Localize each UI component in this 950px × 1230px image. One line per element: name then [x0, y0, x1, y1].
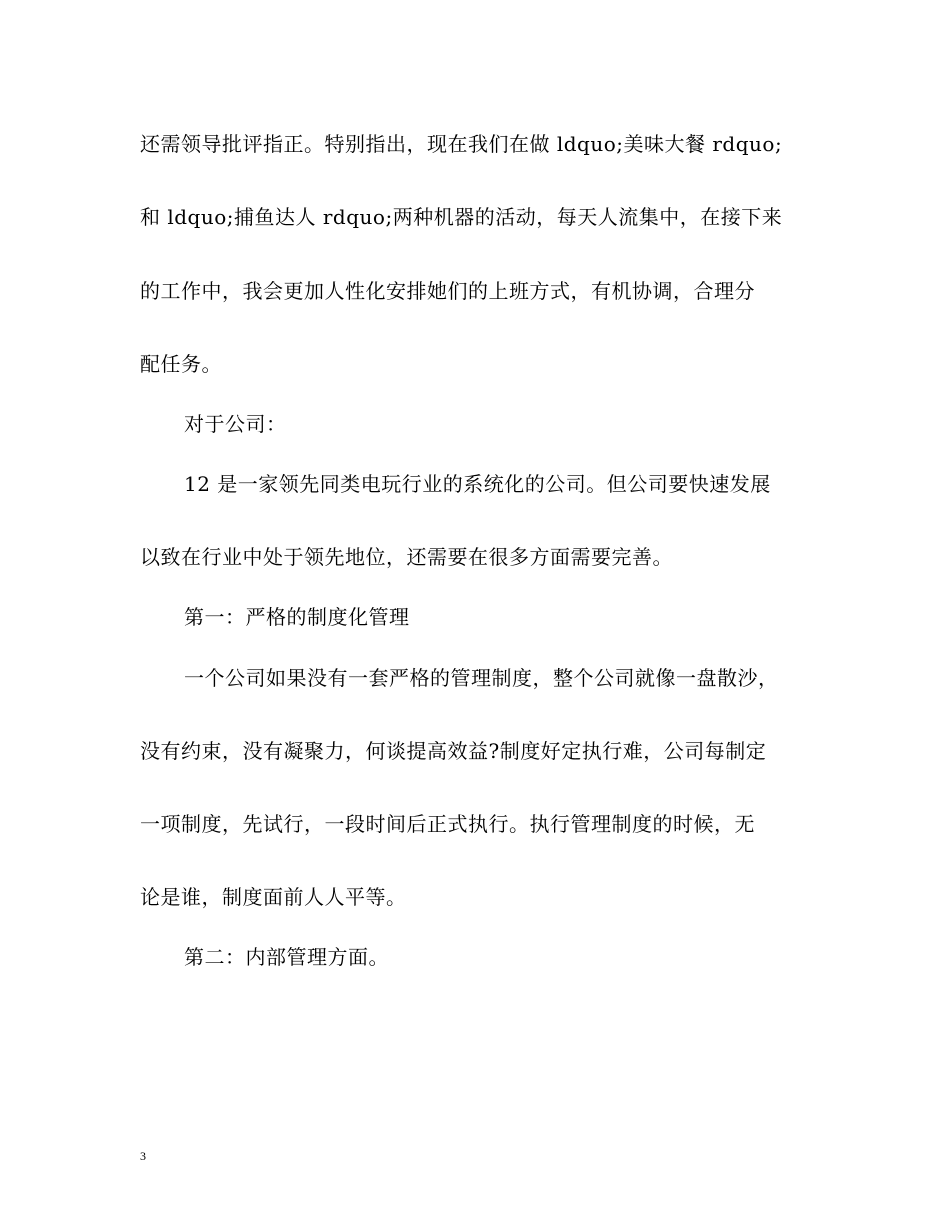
section-heading: 第一：严格的制度化管理 [184, 605, 410, 629]
text-line: 没有约束，没有凝聚力，何谈提高效益?制度好定执行难，公司每制定 [140, 739, 767, 763]
text-line: 一个公司如果没有一套严格的管理制度，整个公司就像一盘散沙， [184, 666, 779, 690]
text-line: 配任务。 [140, 352, 222, 376]
text-line: 以致在行业中处于领先地位，还需要在很多方面需要完善。 [140, 545, 673, 569]
section-heading: 对于公司： [184, 412, 287, 436]
text-line: 和 ldquo;捕鱼达人 rdquo;两种机器的活动，每天人流集中，在接下来 [140, 205, 783, 229]
text-line: 一项制度，先试行，一段时间后正式执行。执行管理制度的时候，无 [140, 812, 755, 836]
text-line: 还需领导批评指正。特别指出，现在我们在做 ldquo;美味大餐 rdquo; [140, 132, 783, 156]
text-line: 论是谁，制度面前人人平等。 [140, 885, 407, 909]
section-heading: 第二：内部管理方面。 [184, 945, 389, 969]
text-line: 的工作中，我会更加人性化安排她们的上班方式，有机协调，合理分 [140, 279, 755, 303]
page-number: 3 [140, 1149, 146, 1163]
text-line: 12 是一家领先同类电玩行业的系统化的公司。但公司要快速发展 [184, 472, 771, 496]
